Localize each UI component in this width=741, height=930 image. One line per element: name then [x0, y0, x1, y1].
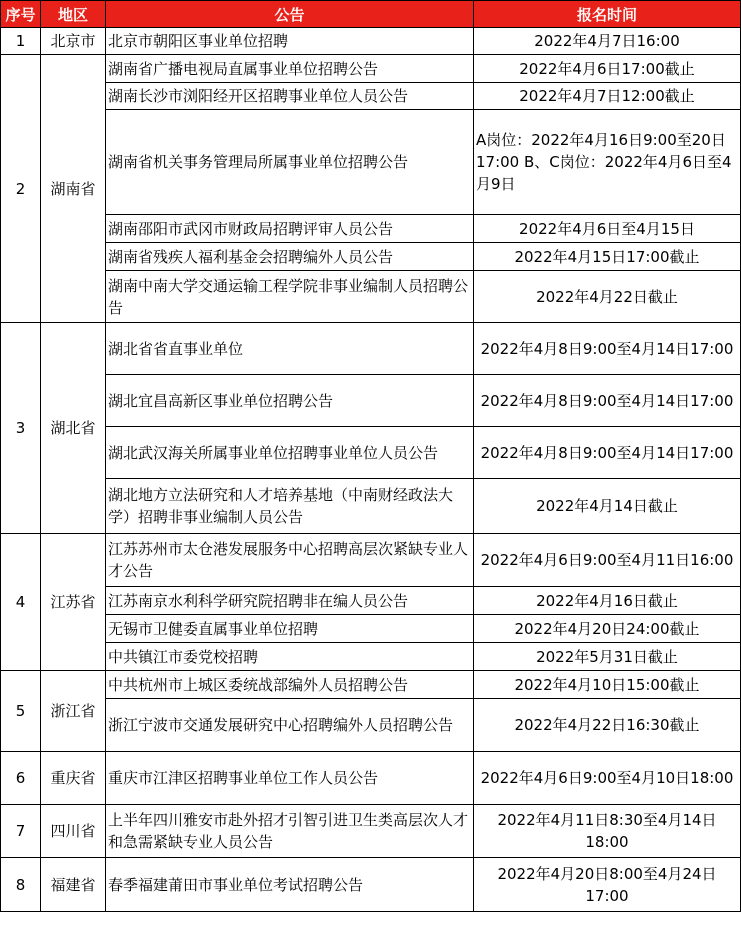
table-row: [1, 83, 741, 110]
row-notice: 无锡市卫健委直属事业单位招聘: [106, 615, 474, 643]
row-time: 2022年4月10日15:00截止: [474, 671, 741, 699]
table-row: [1, 858, 741, 912]
row-index: 8: [1, 858, 41, 912]
row-region: 四川省: [41, 805, 106, 858]
row-time: 2022年4月8日9:00至4月14日17:00: [474, 323, 741, 375]
row-time: 2022年4月22日截止: [474, 271, 741, 323]
row-time: 2022年4月20日8:00至4月24日17:00: [474, 858, 741, 912]
row-notice: 湖南中南大学交通运输工程学院非事业编制人员招聘公告: [106, 271, 474, 323]
table-row: [1, 215, 741, 243]
row-time: 2022年4月6日9:00至4月10日18:00: [474, 752, 741, 805]
row-notice: 中共杭州市上城区委统战部编外人员招聘公告: [106, 671, 474, 699]
row-notice: 上半年四川雅安市赴外招才引智引进卫生类高层次人才和急需紧缺专业人员公告: [106, 805, 474, 858]
row-index: 2: [1, 55, 41, 323]
table-row: [1, 55, 741, 83]
row-time: 2022年4月8日9:00至4月14日17:00: [474, 427, 741, 479]
table-row: [1, 643, 741, 671]
row-notice: 湖南省残疾人福利基金会招聘编外人员公告: [106, 243, 474, 271]
table-row: [1, 271, 741, 323]
table-row: [1, 28, 741, 55]
row-time: 2022年5月31日截止: [474, 643, 741, 671]
row-notice: 重庆市江津区招聘事业单位工作人员公告: [106, 752, 474, 805]
row-time: 2022年4月7日12:00截止: [474, 83, 741, 110]
row-notice: 浙江宁波市交通发展研究中心招聘编外人员招聘公告: [106, 699, 474, 752]
row-region: 北京市: [41, 28, 106, 55]
row-time: 2022年4月7日16:00: [474, 28, 741, 55]
row-index: 7: [1, 805, 41, 858]
header-time: 报名时间: [474, 1, 741, 28]
row-time: 2022年4月8日9:00至4月14日17:00: [474, 375, 741, 427]
row-index: 5: [1, 671, 41, 752]
row-region: 湖北省: [41, 323, 106, 534]
table-row: [1, 479, 741, 534]
row-notice: 江苏南京水利科学研究院招聘非在编人员公告: [106, 587, 474, 615]
table-row: [1, 699, 741, 752]
row-time: 2022年4月20日24:00截止: [474, 615, 741, 643]
row-time: 2022年4月11日8:30至4月14日18:00: [474, 805, 741, 858]
table-header-row: [1, 1, 741, 28]
row-time: 2022年4月6日17:00截止: [474, 55, 741, 83]
table-row: [1, 110, 741, 215]
header-notice: 公告: [106, 1, 474, 28]
table-row: [1, 323, 741, 375]
table-row: [1, 243, 741, 271]
row-notice: 湖北武汉海关所属事业单位招聘事业单位人员公告: [106, 427, 474, 479]
row-notice: 春季福建莆田市事业单位考试招聘公告: [106, 858, 474, 912]
row-time: 2022年4月15日17:00截止: [474, 243, 741, 271]
row-notice: 湖北宜昌高新区事业单位招聘公告: [106, 375, 474, 427]
row-notice: 湖南省机关事务管理局所属事业单位招聘公告: [106, 110, 474, 215]
row-region: 浙江省: [41, 671, 106, 752]
header-region: 地区: [41, 1, 106, 28]
header-index: 序号: [1, 1, 41, 28]
row-index: 1: [1, 28, 41, 55]
row-region: 湖南省: [41, 55, 106, 323]
table-row: [1, 615, 741, 643]
row-notice: 江苏苏州市太仓港发展服务中心招聘高层次紧缺专业人才公告: [106, 534, 474, 587]
row-index: 4: [1, 534, 41, 671]
table-row: [1, 375, 741, 427]
row-notice: 湖北省省直事业单位: [106, 323, 474, 375]
row-notice: 湖南长沙市浏阳经开区招聘事业单位人员公告: [106, 83, 474, 110]
row-index: 6: [1, 752, 41, 805]
row-time: 2022年4月22日16:30截止: [474, 699, 741, 752]
table-row: [1, 534, 741, 587]
table-row: [1, 427, 741, 479]
row-notice: 中共镇江市委党校招聘: [106, 643, 474, 671]
row-region: 江苏省: [41, 534, 106, 671]
row-notice: 湖南邵阳市武冈市财政局招聘评审人员公告: [106, 215, 474, 243]
row-notice: 湖北地方立法研究和人才培养基地（中南财经政法大学）招聘非事业编制人员公告: [106, 479, 474, 534]
row-time: A岗位：2022年4月16日9:00至20日17:00 B、C岗位：2022年4月6日至4月9日: [474, 110, 741, 215]
row-notice: 湖南省广播电视局直属事业单位招聘公告: [106, 55, 474, 83]
row-region: 福建省: [41, 858, 106, 912]
table-row: [1, 752, 741, 805]
row-index: 3: [1, 323, 41, 534]
row-time: 2022年4月6日9:00至4月11日16:00: [474, 534, 741, 587]
row-region: 重庆省: [41, 752, 106, 805]
table-row: [1, 671, 741, 699]
row-notice: 北京市朝阳区事业单位招聘: [106, 28, 474, 55]
table-row: [1, 587, 741, 615]
row-time: 2022年4月16日截止: [474, 587, 741, 615]
table-row: [1, 805, 741, 858]
row-time: 2022年4月14日截止: [474, 479, 741, 534]
row-time: 2022年4月6日至4月15日: [474, 215, 741, 243]
